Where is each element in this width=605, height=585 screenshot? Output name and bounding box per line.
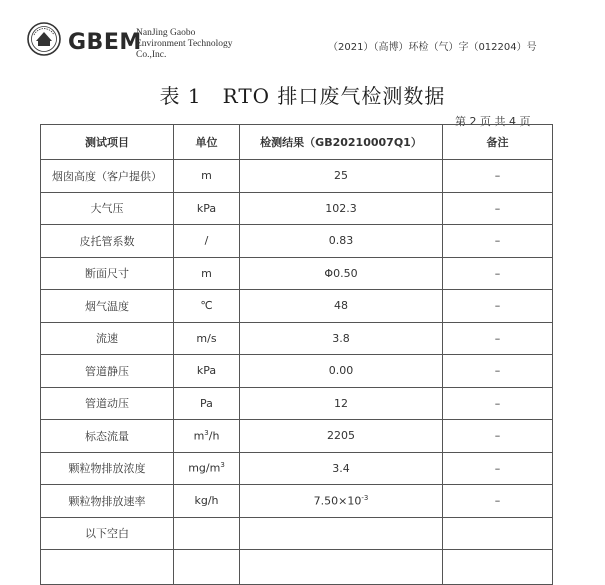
result-cell: 3.4 [240, 452, 443, 485]
document-header [0, 0, 605, 70]
empty-cell [174, 550, 240, 585]
column-header: 备注 [443, 125, 553, 160]
table-row [41, 485, 553, 518]
unit-cell: m/s [174, 322, 240, 355]
unit-cell: m [174, 257, 240, 290]
blank-below-label: 以下空白 [41, 517, 174, 550]
result-cell: Φ0.50 [240, 257, 443, 290]
test-item-cell: 烟囱高度（客户提供） [41, 160, 174, 193]
note-cell: – [443, 225, 553, 258]
column-header: 单位 [174, 125, 240, 160]
column-header: 检测结果（GB20210007Q1） [240, 125, 443, 160]
note-cell: – [443, 420, 553, 453]
company-name-line: NanJing Gaobo [136, 28, 196, 38]
test-item-cell: 标态流量 [41, 420, 174, 453]
company-name-line: Environment Technology [136, 39, 233, 49]
test-item-cell: 断面尺寸 [41, 257, 174, 290]
unit-base: m [193, 429, 205, 443]
table-row [41, 160, 553, 193]
table-row [41, 290, 553, 323]
unit-cell: kg/h [174, 485, 240, 518]
result-cell: 3.8 [240, 322, 443, 355]
table-row [41, 517, 553, 550]
table-row [41, 355, 553, 388]
note-cell: – [443, 355, 553, 388]
result-cell: 0.00 [240, 355, 443, 388]
table-row [41, 452, 553, 485]
result-cell: 48 [240, 290, 443, 323]
table-row-empty [41, 550, 553, 585]
unit-cell: m [174, 160, 240, 193]
note-cell [443, 517, 553, 550]
table-row [41, 322, 553, 355]
note-cell: – [443, 290, 553, 323]
result-cell [240, 517, 443, 550]
column-header: 测试项目 [41, 125, 174, 160]
unit-cell: ℃ [174, 290, 240, 323]
note-cell: – [443, 257, 553, 290]
test-item-cell: 管道静压 [41, 355, 174, 388]
test-item-cell: 颗粒物排放速率 [41, 485, 174, 518]
company-name [136, 28, 233, 61]
result-cell: 25 [240, 160, 443, 193]
empty-cell [443, 550, 553, 585]
unit-cell [174, 452, 240, 485]
result-base: 7.50×10 [313, 494, 362, 508]
report-number: （2021）（高博）环检（气）字（012204）号 [328, 42, 537, 53]
result-cell: 102.3 [240, 192, 443, 225]
note-cell: – [443, 322, 553, 355]
empty-cell [240, 550, 443, 585]
page-number: 第 2 页 共 4 页 [455, 115, 531, 128]
note-cell: – [443, 192, 553, 225]
test-item-cell: 皮托管系数 [41, 225, 174, 258]
table-row [41, 192, 553, 225]
result-cell: 12 [240, 387, 443, 420]
table-row [41, 257, 553, 290]
unit-cell: / [174, 225, 240, 258]
company-seal-icon [27, 22, 61, 56]
table-title: 表 1 RTO 排口废气检测数据 [159, 84, 446, 108]
table-header-row [41, 125, 553, 160]
unit-cell: kPa [174, 355, 240, 388]
result-cell: 0.83 [240, 225, 443, 258]
test-item-cell: 颗粒物排放浓度 [41, 452, 174, 485]
test-item-cell: 流速 [41, 322, 174, 355]
unit-tail: /h [208, 429, 220, 443]
note-cell: – [443, 387, 553, 420]
note-cell: – [443, 485, 553, 518]
result-cell: 2205 [240, 420, 443, 453]
table-row [41, 387, 553, 420]
unit-cell [174, 517, 240, 550]
unit-cell [174, 420, 240, 453]
test-item-cell: 管道动压 [41, 387, 174, 420]
result-cell [240, 485, 443, 518]
unit-exponent: 3 [220, 461, 225, 470]
table-row [41, 420, 553, 453]
test-item-cell: 大气压 [41, 192, 174, 225]
unit-base: mg/m [188, 462, 221, 476]
unit-exponent: 3 [204, 428, 209, 437]
unit-cell: kPa [174, 192, 240, 225]
result-exponent: -3 [361, 493, 369, 502]
table-row [41, 225, 553, 258]
results-table [40, 124, 553, 585]
unit-cell: Pa [174, 387, 240, 420]
company-name-line: Co.,Inc. [136, 50, 167, 60]
note-cell: – [443, 160, 553, 193]
company-logo-text: GBEM [68, 30, 142, 55]
test-item-cell: 烟气温度 [41, 290, 174, 323]
note-cell: – [443, 452, 553, 485]
empty-cell [41, 550, 174, 585]
